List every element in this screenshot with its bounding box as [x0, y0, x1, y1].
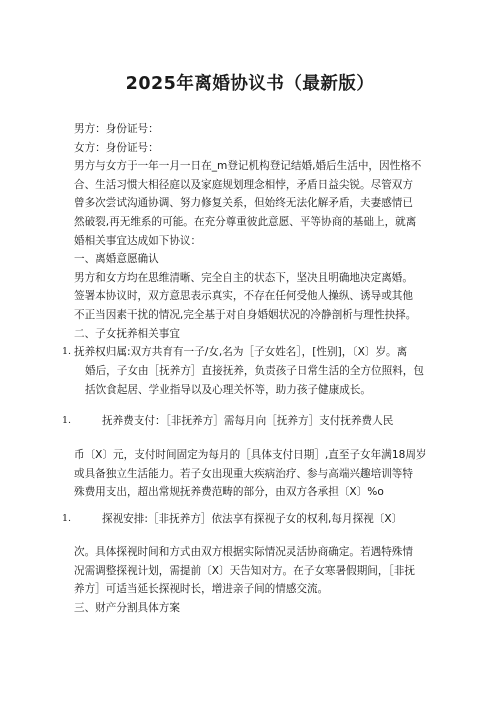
- paragraph-line: 男方和女方均在思维清晰、完全自主的状态下，坚决且明确地决定离婚。: [74, 271, 413, 284]
- paragraph-line: 币〔X〕元，支付时间固定为每月的［具体支付日期］,直至子女年满18周岁: [74, 449, 427, 461]
- paragraph-line: 或具备独立生活能力。若子女出现重大疾病治疗、参与高端兴趣培训等特: [74, 467, 413, 480]
- intro-line: 婚相关事宜达成如下协议：: [74, 234, 202, 247]
- intro-line: 男方与女方于一年一月一日在_m登记机构登记结婚,婚后生活中，因性格不: [74, 160, 422, 173]
- list-item-first-line: 探视安排:［非抚养方］依法享有探视子女的权利,每月探视〔X〕: [102, 513, 403, 525]
- paragraph-line: 不正当因素干扰的情况,完全基于对自身婚姻状况的冷静剖析与理性抉择。: [74, 308, 417, 321]
- paragraph-line: 况需调整探视计划，需提前〔X〕天告知对方。在子女寒暑假期间，［非抚: [74, 564, 415, 577]
- intro-line: 然破裂,再无维系的可能。在充分尊重彼此意愿、平等协商的基础上，就离: [74, 215, 417, 228]
- paragraph-line: 签署本协议时，双方意思表示真实，不存在任何受他人操纵、诱导或其他: [74, 290, 413, 303]
- section-heading: 一、离婚意愿确认: [74, 253, 159, 266]
- list-item-first-line: 抚养权归属:双方共育有一子/女,名为［子女姓名］，[性别]，〔X〕岁。离: [74, 346, 408, 358]
- list-item-body: [74, 362, 434, 399]
- woman-id-line: 女方：身份证号：: [74, 141, 159, 154]
- list-item-first-line: 抚养费支付：［非抚养方］需每月向［抚养方］支付抚养费人民: [102, 415, 394, 427]
- list-number: 1.: [62, 513, 72, 524]
- paragraph-line: 养方］可适当延长探视时长，增进亲子间的情感交流。: [74, 583, 329, 596]
- intro-line: 合、生活习惯大相径庭以及家庭规划理念相悖，矛盾日益尖锐。尽管双方: [74, 178, 413, 191]
- list-item-body: [74, 543, 434, 617]
- list-number: 1.: [62, 415, 72, 426]
- paragraph-line: 婚后，子女由［抚养方］直接抚养，负责孩子日常生活的全方位照料，包: [85, 365, 424, 377]
- paragraph-line: 次。具体探视时间和方式由双方根据实际情况灵活协商确定。若遇特殊情: [74, 546, 413, 558]
- intro-line: 曾多次尝试沟通协调、努力修复关系，但始终无法化解矛盾，夫妻感情已: [74, 197, 413, 210]
- paragraph-line: 括饮食起居、学业指导以及心理关怀等，助力孩子健康成长。: [85, 383, 372, 396]
- man-id-line: 男方：身份证号：: [74, 123, 159, 135]
- paragraph-line: 殊费用支出，超出常规抚养费范畴的部分，由双方各承担〔X〕%o: [74, 486, 384, 499]
- section-heading: 三、财产分割具体方案: [74, 601, 180, 614]
- document-title: 2025年离婚协议书（最新版）: [125, 74, 375, 94]
- list-number: 1.: [62, 346, 72, 357]
- document-body: [74, 120, 434, 343]
- section-heading: 二、子女抚养相关事宜: [74, 327, 180, 340]
- list-item-body: [74, 446, 434, 502]
